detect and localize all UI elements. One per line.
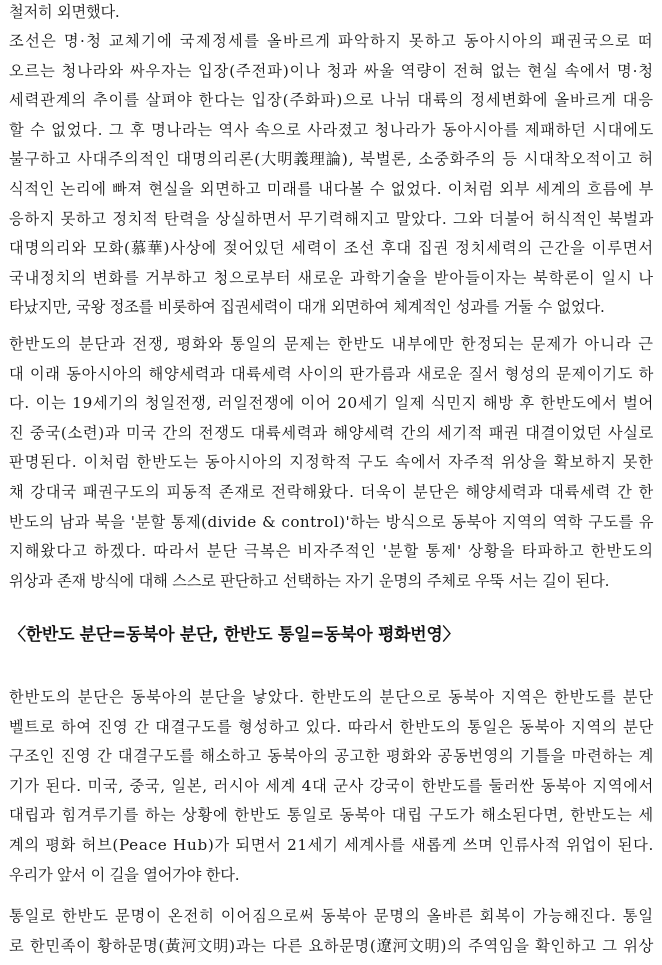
section-heading: 〈한반도 분단=동북아 분단, 한반도 통일=동북아 평화번영〉 [9,625,460,645]
paragraph-text [9,27,654,323]
text-line: 한반도의 분단은 동북아의 분단을 낳았다. 한반도의 분단으로 동북아 지역은 한반도를 분단 [9,688,654,706]
paragraph-text [9,0,654,28]
paragraph-4 [9,683,654,890]
text-line: 판명된다. 이처럼 한반도는 동아시아의 지정학적 구도 속에서 자주적 위상을 확보하지 못한 [9,453,654,472]
text-line: 채 강대국 패권구도의 피동적 존재로 전락해왔다. 더욱이 분단은 해양세력과 대륙세력 간 한 [9,482,654,501]
text-line: 한반도의 분단과 전쟁, 평화와 통일의 문제는 한반도 내부에만 한정되는 문제가 아니라 근 [9,335,654,353]
text-line: 다. 이는 19세기의 청일전쟁, 러일전쟁에 이어 20세기 일제 식민지 해방 후 한반도에서 벌어 [9,394,654,413]
paragraph-text [9,330,654,596]
text-line: 기가 된다. 미국, 중국, 일본, 러시아 세계 4대 군사 강국이 한반도를 둘러싼 동북아 지역에서 [9,776,654,795]
text-line: 위상과 존재 방식에 대해 스스로 판단하고 선택하는 자기 운명의 주체로 우뚝 서는 길이 된다. [9,571,610,590]
text-line: 통일로 한반도 문명이 온전히 이어짐으로써 동북아 문명의 올바른 회복이 가능해진다. 통일 [9,907,654,925]
text-line: 오르는 청나라와 싸우자는 입장(주전파)이나 청과 싸울 역량이 전혀 없는 현실 속에서 명·청 [9,61,654,80]
text-line: 국내정치의 변화를 거부하고 청으로부터 새로운 과학기술을 받아들이자는 북학론이 일시 나 [9,268,654,287]
text-line: 계의 평화 허브(Peace Hub)가 되면서 21세기 세계사를 새롭게 쓰며 인류사적 위업이 된다. [9,835,654,854]
text-line: 대립과 힘겨루기를 하는 상황에 한반도 통일로 동북아 대립 구도가 해소된다면, 한반도는 세 [9,806,654,825]
paragraph-text [9,902,654,961]
text-line: 대명의리와 모화(慕華)사상에 젖어있던 세력이 조선 후대 집권 정치세력의 근간을 이루면서 [9,239,654,258]
text-line: 조선은 명·청 교체기에 국제정세를 올바르게 파악하지 못하고 동아시아의 패권국으로 떠 [9,32,654,50]
text-line: 타났지만, 국왕 정조를 비롯하여 집권세력이 대개 외면하여 체계적인 성과를 거둘 수 없었다. [9,298,605,317]
text-line: 세력관계의 추이를 살펴야 한다는 입장(주화파)으로 나뉘 대륙의 정세변화에 올바르게 대응 [9,91,654,110]
text-line: 할 수 없었다. 그 후 명나라는 역사 속으로 사라졌고 청나라가 동아시아를 제패하던 시대에도 [9,120,654,139]
paragraph-1 [9,0,654,28]
text-line: 반도의 남과 북을 '분할 통제(divide & control)'하는 방식으로 동북아 지역의 역학 구도를 유 [9,512,654,531]
paragraph-5 [9,902,654,961]
paragraph-text [9,683,654,890]
text-line: 로 한민족이 황하문명(黃河文明)과는 다른 요하문명(遼河文明)의 주역임을 확인하고 그 위상 [9,936,654,955]
text-line: 불구하고 사대주의적인 대명의리론(大明義理論), 북벌론, 소중화주의 등 시대착오적이고 허 [9,150,654,169]
text-line: 구조인 진영 간 대결구도를 해소하고 동북아의 공고한 평화와 공동번영의 기틀을 마련하는 계 [9,747,654,766]
text-line: 진 중국(소련)과 미국 간의 전쟁도 대륙세력과 해양세력 간의 세기적 패권 대결이었던 사실로 [9,423,654,442]
text-line: 철저히 외면했다. [9,3,120,21]
section-heading-block [9,620,654,650]
text-line: 지해왔다고 하겠다. 따라서 분단 극복은 비자주적인 '분할 통제' 상황을 타파하고 한반도의 [9,542,654,561]
paragraph-2 [9,27,654,323]
text-line: 벨트로 하여 진영 간 대결구도를 형성하고 있다. 따라서 한반도의 통일은 동북아 지역의 분단 [9,717,654,736]
text-line: 응하지 못하고 정치적 탄력을 상실하면서 무기력해지고 말았다. 그와 더불어 허식적인 북벌과 [9,209,654,228]
text-line: 대 이래 동아시아의 해양세력과 대륙세력 사이의 판가름과 새로운 질서 형성의 문제이기도 하 [9,364,654,383]
text-line: 우리가 앞서 이 길을 열어가야 한다. [9,865,240,884]
paragraph-3 [9,330,654,596]
text-line: 식적인 논리에 빠져 현실을 외면하고 미래를 내다볼 수 없었다. 이처럼 외부 세계의 흐름에 부 [9,179,654,198]
